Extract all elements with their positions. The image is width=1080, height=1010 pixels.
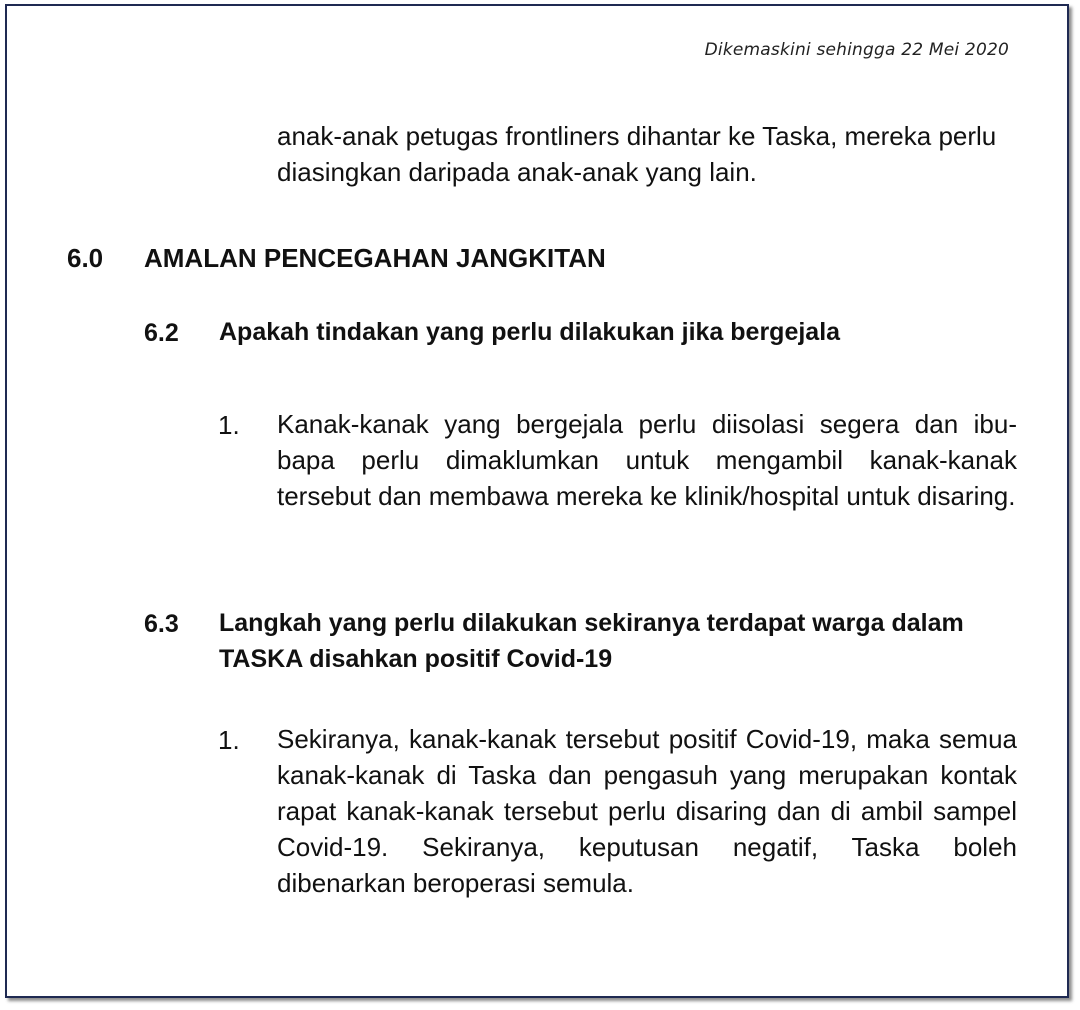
subsection-title: Apakah tindakan yang perlu dilakukan jika bergejala bbox=[219, 318, 841, 346]
document-page bbox=[5, 4, 1069, 998]
section-title: AMALAN PENCEGAHAN JANGKITAN bbox=[144, 243, 606, 273]
updated-date-note: Dikemaskini sehingga 22 Mei 2020 bbox=[704, 40, 1009, 60]
intro-paragraph: anak-anak petugas frontliners dihantar ke Taska, mereka perlu diasingkan daripada anak-anak yang lain. bbox=[277, 121, 997, 187]
subsection-title: Langkah yang perlu dilakukan sekiranya terdapat warga dalam TASKA disahkan positif Covid-19 bbox=[219, 609, 964, 673]
list-item-text: Kanak-kanak yang bergejala perlu diisolasi segera dan ibu-bapa perlu dimaklumkan untuk mengambil kanak-kanak tersebut dan membawa mereka ke klinik/hospital untuk disaring. bbox=[277, 409, 1017, 511]
subsection-number: 6.3 bbox=[144, 610, 179, 638]
list-item-text: Sekiranya, kanak-kanak tersebut positif Covid-19, maka semua kanak-kanak di Taska dan pengasuh yang merupakan kontak rapat kanak-kanak tersebut perlu disaring dan di ambil sampel Covid-19. Sekiranya, keputusan negatif, Taska boleh dibenarkan beroperasi semula. bbox=[277, 724, 1017, 898]
section-number: 6.0 bbox=[67, 243, 104, 273]
subsection-number: 6.2 bbox=[144, 319, 179, 347]
list-item-number: 1. bbox=[218, 410, 240, 440]
list-item-number: 1. bbox=[218, 725, 240, 755]
